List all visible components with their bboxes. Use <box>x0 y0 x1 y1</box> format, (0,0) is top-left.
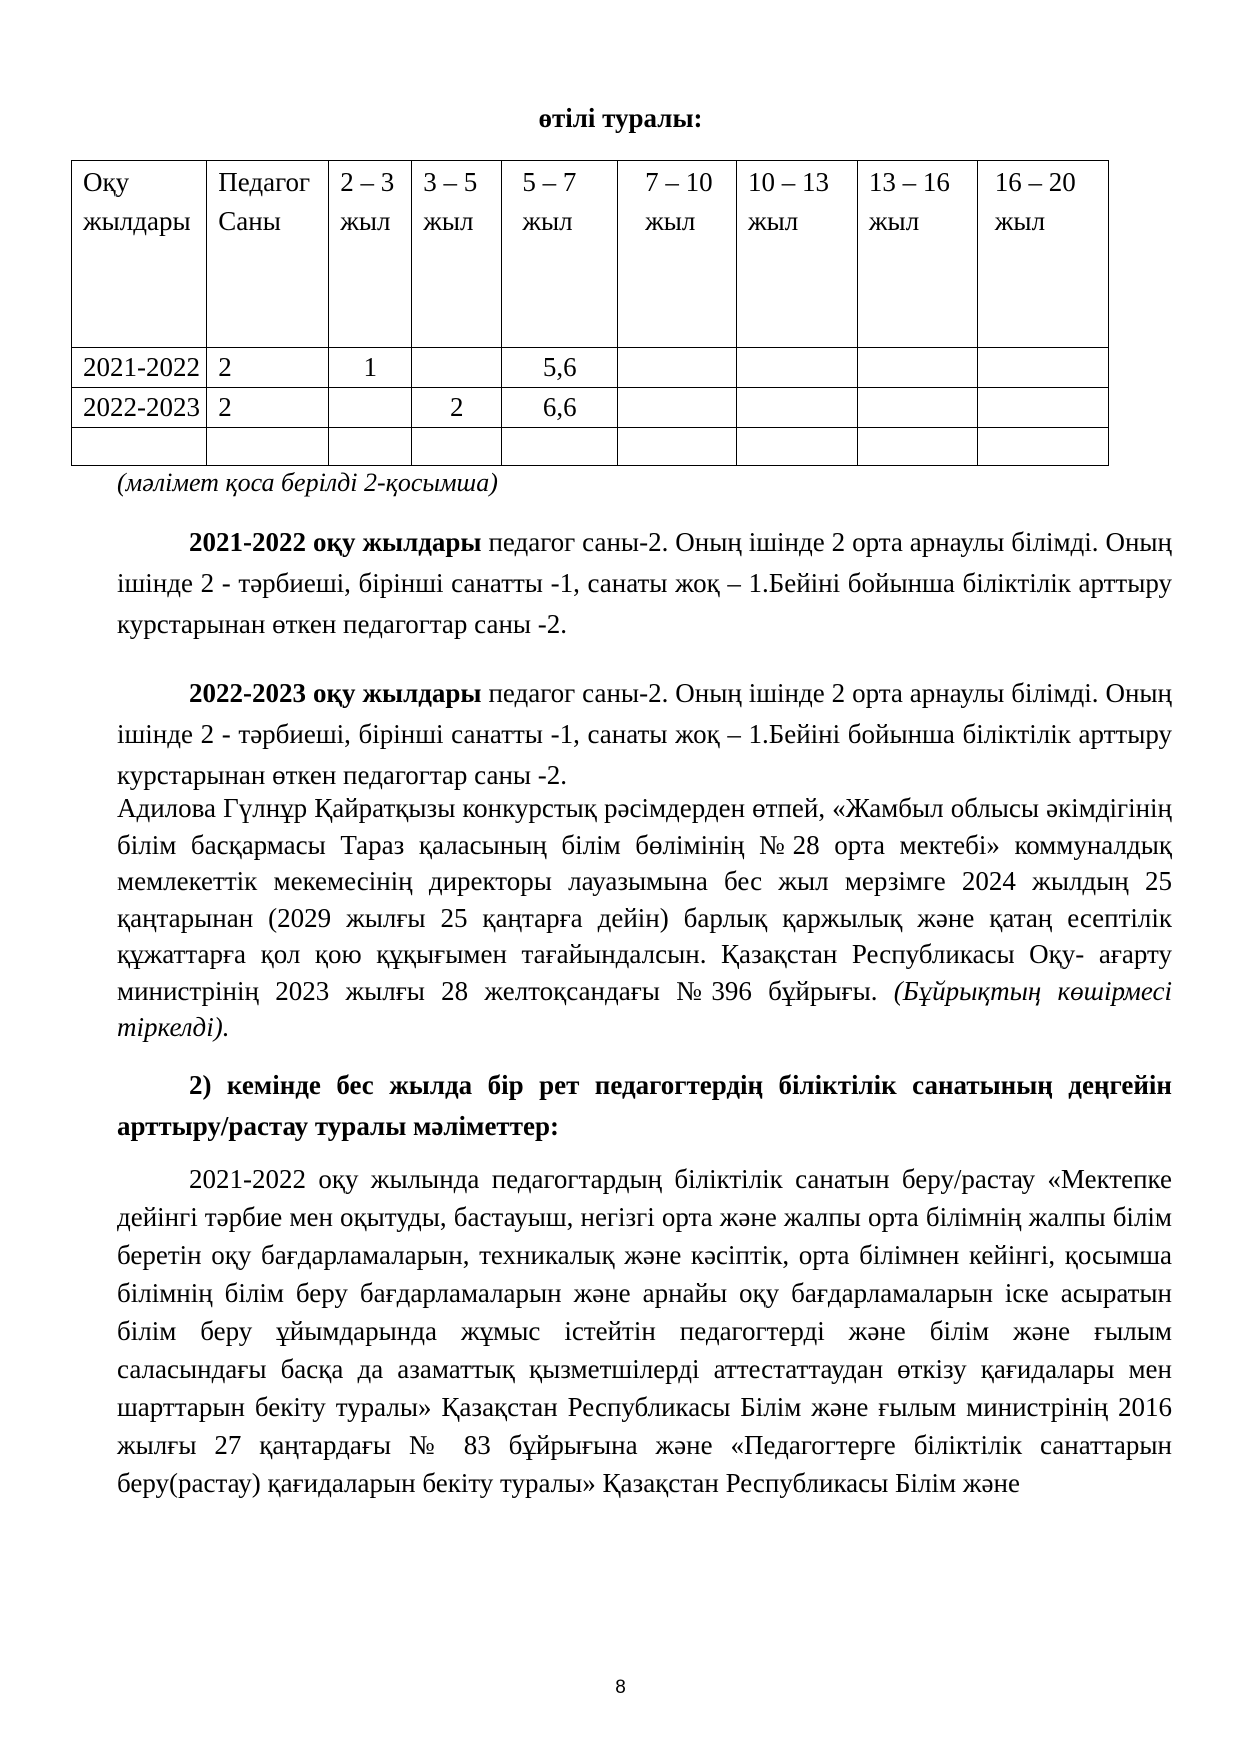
header-cell-7-10: 7 – 10 жыл <box>618 161 737 348</box>
table-cell: 5,6 <box>502 348 618 388</box>
paragraph-italic-note: (Бұйрықтың көшірмесі тіркелді). <box>117 975 1173 1042</box>
table-cell <box>329 428 412 466</box>
paragraph-text: 2021-2022 оқу жылында педагогтардың біліктілік санатын беру/растау «Мектепке дейінгі тәрбие мен оқытуды, бастауыш, негізгі орта және жалпы орта білімнің жалпы білім беретін оқу бағдарламаларын, техникалық және кәсіптік, орта білімнен кейінгі, қосымша білімнің білім беру бағдарламаларын және арнайы оқу бағдарламаларын іске асыратын білім беру ұйымдарында жұмыс істейтін педагогтерді және білім және ғылым саласындағы басқа да азаматтық қызметшілерді аттестаттаудан өткізу қағидалары мен шарттарын бекіту туралы» Қазақстан Республикасы Білім және ғылым министрінің 2016 жылғы 27 қаңтардағы № 83 бұйрығына және «Педагогтерге біліктілік санаттарын беру(растау) қағидаларын бекіту туралы» Қазақстан Республикасы Білім және <box>117 1164 1172 1498</box>
paragraph-bold-lead: 2022-2023 оқу жылдары <box>189 678 482 708</box>
table-cell <box>502 428 618 466</box>
table-header-row <box>72 161 1109 348</box>
table-cell <box>618 348 737 388</box>
table-cell <box>857 428 977 466</box>
experience-table <box>71 160 1109 466</box>
header-cell-years: Оқу жылдары <box>72 161 207 348</box>
section-heading: өтілі туралы: <box>538 103 703 133</box>
paragraph-text: Адилова Гүлнұр Қайратқызы конкурстық рәсімдерден өтпей, «Жамбыл облысы әкімдігінің білім басқармасы Тараз қаласының білім бөлімінің №28 орта мектебі» коммуналдық мемлекеттік мекемесінің директоры лауазымына бес жыл мерзімге 2024 жылдың 25 қаңтарынан (2029 жылғы 25 қаңтарға дейін) барлық қаржылық және қатаң есептілік құжаттарға қол қою құқығымен тағайындалсын. Қазақстан Республикасы Оқу- ағарту министрінің 2023 жылғы 28 желтоқсандағы №396 бұйрығы. <box>117 793 1172 1006</box>
header-cell-2-3: 2 – 3 жыл <box>329 161 412 348</box>
paragraph-2021-2022 <box>117 522 1172 645</box>
table-cell <box>618 388 737 428</box>
table-cell: 2 <box>207 348 329 388</box>
paragraph-attestation <box>117 1160 1172 1502</box>
paragraph-2022-2023 <box>117 673 1172 796</box>
table-cell <box>207 428 329 466</box>
table-cell <box>977 348 1108 388</box>
table-row <box>72 388 1109 428</box>
table-cell: 2 <box>207 388 329 428</box>
table-cell <box>857 388 977 428</box>
paragraph-text: педагог саны-2. Оның ішінде 2 орта арнаулы білімді. Оның ішінде 2 - тәрбиеші, бірінші санатты -1, санаты жоқ – 1.Бейіні бойынша біліктілік арттыру курстарынан өткен педагогтар саны -2. <box>117 527 1173 639</box>
table-cell <box>72 428 207 466</box>
table-cell: 6,6 <box>502 388 618 428</box>
table-cell <box>329 388 412 428</box>
section-heading-text: 2) кемінде бес жылда бір рет педагогтердің біліктілік санатының деңгейін арттыру/растау туралы мәліметтер: <box>117 1070 1172 1141</box>
table-cell <box>618 428 737 466</box>
section-heading-2 <box>117 1065 1172 1147</box>
header-cell-teachers: Педагог Саны <box>207 161 329 348</box>
table-cell <box>412 428 502 466</box>
header-cell-3-5: 3 – 5 жыл <box>412 161 502 348</box>
paragraph-appointment <box>117 790 1172 1046</box>
header-cell-16-20: 16 – 20 жыл <box>977 161 1108 348</box>
table-note: (мәлімет қоса берілді 2-қосымша) <box>117 468 498 497</box>
table-cell <box>977 388 1108 428</box>
table-cell: 2022-2023 <box>72 388 207 428</box>
table-cell <box>737 388 858 428</box>
table-row <box>72 428 1109 466</box>
page-number: 8 <box>615 1677 626 1698</box>
table-cell <box>857 348 977 388</box>
header-cell-5-7: 5 – 7 жыл <box>502 161 618 348</box>
paragraph-bold-lead: 2021-2022 оқу жылдары <box>189 527 482 557</box>
table-cell <box>737 348 858 388</box>
table-cell: 2021-2022 <box>72 348 207 388</box>
table-cell <box>977 428 1108 466</box>
header-cell-13-16: 13 – 16 жыл <box>857 161 977 348</box>
table-row <box>72 348 1109 388</box>
table-cell <box>412 348 502 388</box>
paragraph-text: педагог саны-2. Оның ішінде 2 орта арнаулы білімді. Оның ішінде 2 - тәрбиеші, бірінші санатты -1, санаты жоқ – 1.Бейіні бойынша біліктілік арттыру курстарынан өткен педагогтар саны -2. <box>117 678 1173 790</box>
table-cell: 1 <box>329 348 412 388</box>
table-cell: 2 <box>412 388 502 428</box>
header-cell-10-13: 10 – 13 жыл <box>737 161 858 348</box>
table-cell <box>737 428 858 466</box>
